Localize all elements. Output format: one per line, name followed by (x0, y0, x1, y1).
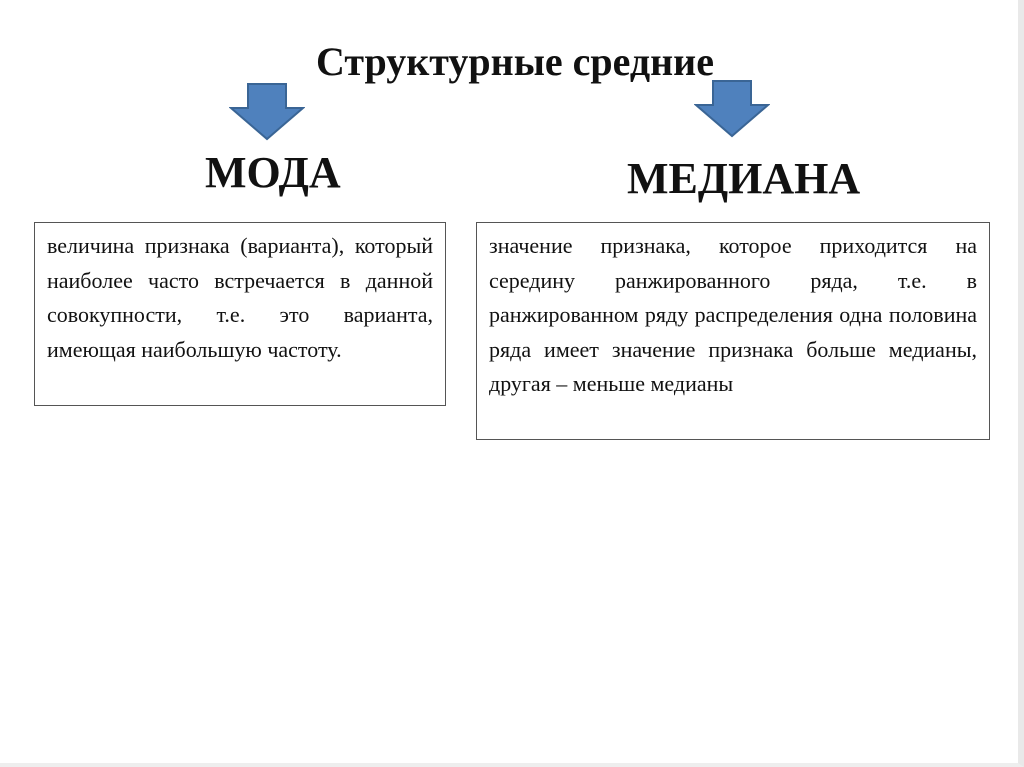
mode-definition-box (34, 222, 446, 406)
mode-definition-text: величина признака (варианта), который наиболее часто встречается в данной совокупности, т.е. это варианта, имеющая наибольшую частоту. (47, 233, 433, 362)
median-definition-text: значение признака, которое приходится на середину ранжированного ряда, т.е. в ранжированном ряду распределения одна половина ряда имеет значение признака больше медианы, другая – меньше медианы (489, 233, 977, 396)
median-definition-box (476, 222, 990, 440)
mode-heading: МОДА (205, 148, 341, 197)
down-arrow-icon (694, 80, 770, 138)
slide-title: Структурные средние (316, 39, 714, 84)
median-heading: МЕДИАНА (627, 154, 861, 203)
down-arrow-icon (229, 83, 305, 141)
